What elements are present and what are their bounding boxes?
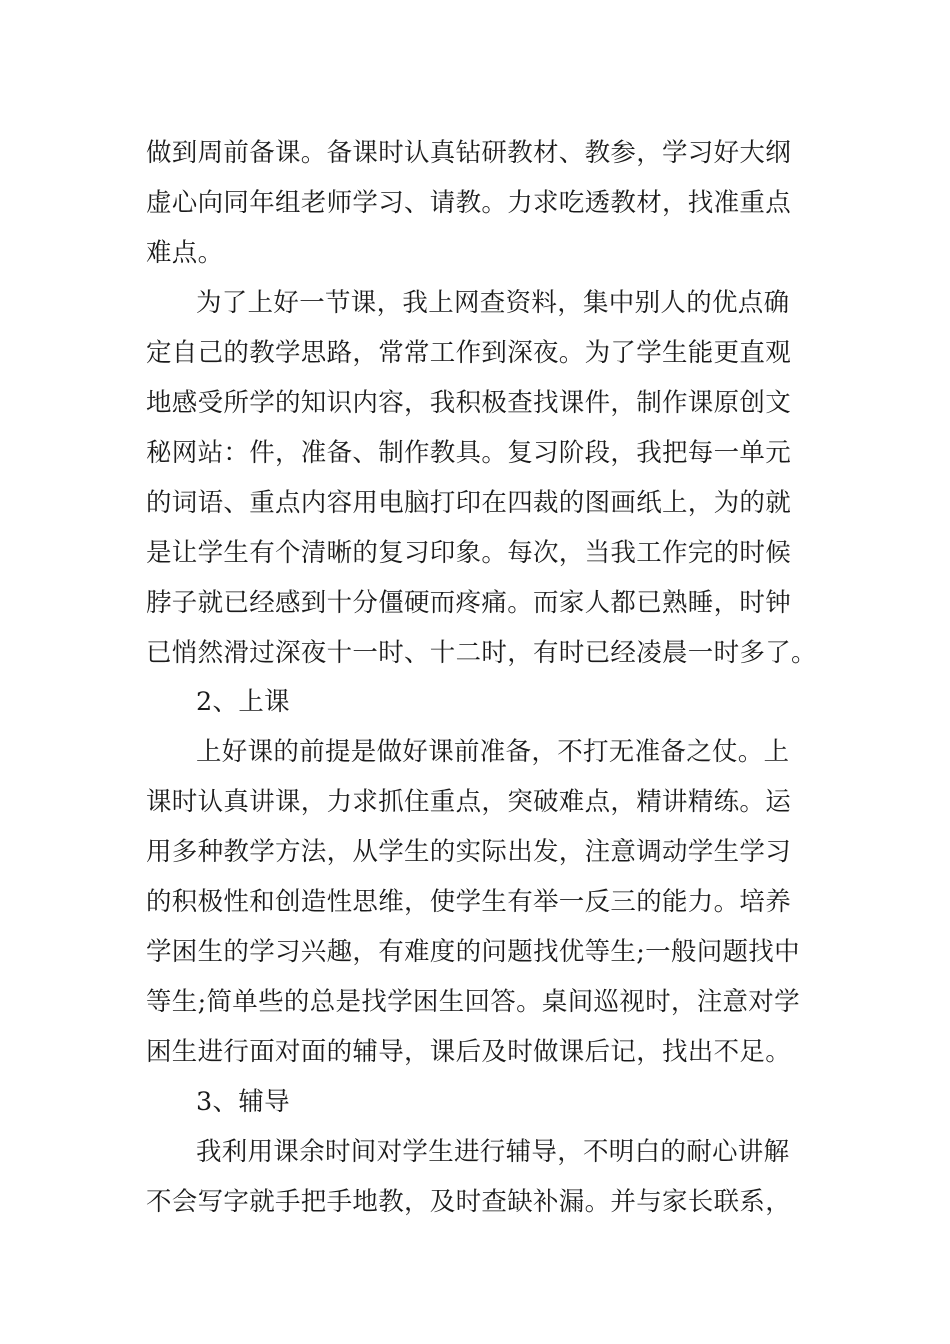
body-text-line: 难点。 bbox=[146, 238, 224, 268]
body-text-line: 用多种教学方法，从学生的实际出发，注意调动学生学习 bbox=[146, 837, 792, 867]
paragraph-first-line: 上好课的前提是做好课前准备，不打无准备之仗。上 bbox=[196, 737, 790, 767]
body-text-line: 困生进行面对面的辅导，课后及时做课后记，找出不足。 bbox=[146, 1037, 792, 1067]
body-text-line: 地感受所学的知识内容，我积极查找课件，制作课原创文 bbox=[146, 388, 792, 418]
body-text-line: 是让学生有个清晰的复习印象。每次，当我工作完的时候 bbox=[146, 538, 792, 568]
section-heading: 2、上课 bbox=[196, 687, 290, 717]
body-text-line: 的积极性和创造性思维，使学生有举一反三的能力。培养 bbox=[146, 887, 792, 917]
body-text-line: 定自己的教学思路，常常工作到深夜。为了学生能更直观 bbox=[146, 338, 792, 368]
body-text-line: 等生;简单些的总是找学困生回答。桌间巡视时，注意对学 bbox=[146, 987, 800, 1017]
paragraph-first-line: 我利用课余时间对学生进行辅导，不明白的耐心讲解 bbox=[196, 1137, 790, 1167]
body-text-line: 秘网站：件，准备、制作教具。复习阶段，我把每一单元 bbox=[146, 438, 792, 468]
paragraph-first-line: 为了上好一节课，我上网查资料，集中别人的优点确 bbox=[196, 288, 790, 318]
body-text-line: 已悄然滑过深夜十一时、十二时，有时已经凌晨一时多了。 bbox=[146, 638, 817, 668]
body-text-line: 虚心向同年组老师学习、请教。力求吃透教材，找准重点 bbox=[146, 188, 792, 218]
body-text-line: 不会写字就手把手地教，及时查缺补漏。并与家长联系， bbox=[146, 1187, 792, 1217]
body-text-line: 课时认真讲课，力求抓住重点，突破难点，精讲精练。运 bbox=[146, 787, 792, 817]
body-text-line: 学困生的学习兴趣，有难度的问题找优等生;一般问题找中 bbox=[146, 937, 800, 967]
body-text-line: 做到周前备课。备课时认真钻研教材、教参，学习好大纲 bbox=[146, 138, 792, 168]
section-heading: 3、辅导 bbox=[196, 1087, 290, 1117]
body-text-line: 脖子就已经感到十分僵硬而疼痛。而家人都已熟睡，时钟 bbox=[146, 588, 792, 618]
body-text-line: 的词语、重点内容用电脑打印在四裁的图画纸上，为的就 bbox=[146, 488, 792, 518]
